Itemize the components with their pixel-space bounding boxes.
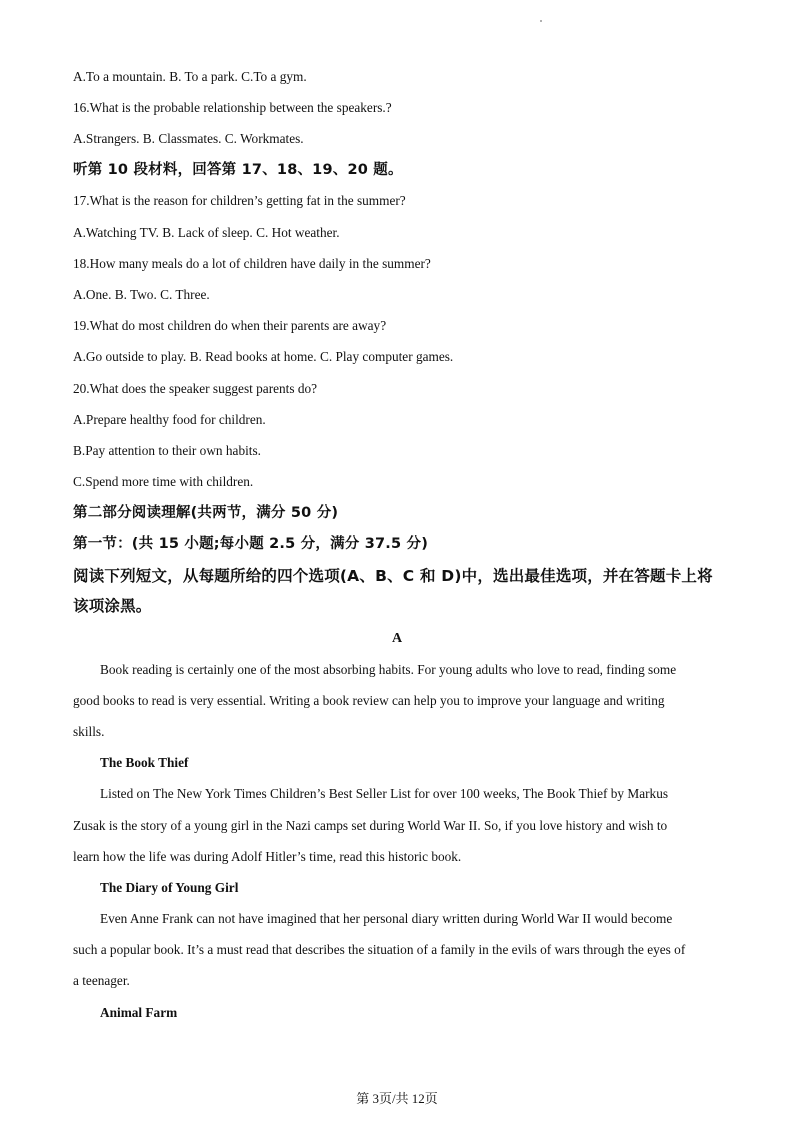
q20-question: 20.What does the speaker suggest parents do? xyxy=(73,381,318,396)
q17-question: 17.What is the reason for children’s getting fat in the summer? xyxy=(73,193,406,208)
reading-section-title: 第一节：(共 15 小题;每小题 2.5 分，满分 37.5 分) xyxy=(73,536,429,552)
reading-instruction-line1: 阅读下列短文，从每题所给的四个选项(A、B、C 和 D)中，选出最佳选项，并在答题卡上将 xyxy=(73,567,713,585)
reading-part-title: 第二部分阅读理解(共两节，满分 50 分) xyxy=(73,505,339,521)
q20-option-b: B.Pay attention to their own habits. xyxy=(73,443,261,458)
book-paragraph-line: a teenager. xyxy=(73,973,130,988)
book-title: The Book Thief xyxy=(100,755,189,770)
q16-question: 16.What is the probable relationship between the speakers.? xyxy=(73,100,392,115)
q18-options: A.One. B. Two. C. Three. xyxy=(73,287,210,302)
book-title: The Diary of Young Girl xyxy=(100,880,239,895)
section10-instruction: 听第 10 段材料，回答第 17、18、19、20 题。 xyxy=(73,162,403,178)
book-paragraph-line: Even Anne Frank can not have imagined that her personal diary written during World War II would become xyxy=(100,911,673,926)
book-paragraph-line: Zusak is the story of a young girl in the Nazi camps set during World War II. So, if you love history and wish to xyxy=(73,818,668,833)
q18-question: 18.How many meals do a lot of children have daily in the summer? xyxy=(73,256,431,271)
q19-question: 19.What do most children do when their parents are away? xyxy=(73,318,387,333)
page-number: 第 3页/共 12页 xyxy=(356,1091,438,1106)
q20-option-a: A.Prepare healthy food for children. xyxy=(73,412,266,427)
book-paragraph-line: such a popular book. It’s a must read that describes the situation of a family in the evils of wars through the eyes of xyxy=(73,942,686,957)
passage-label: A xyxy=(391,631,403,646)
q16-options: A.Strangers. B. Classmates. C. Workmates. xyxy=(73,131,304,146)
q19-options: A.Go outside to play. B. Read books at home. C. Play computer games. xyxy=(73,349,454,364)
q15-options: A.To a mountain. B. To a park. C.To a gym. xyxy=(73,69,307,84)
intro-line: good books to read is very essential. Writing a book review can help you to improve your language and writing xyxy=(73,693,665,708)
intro-line: Book reading is certainly one of the most absorbing habits. For young adults who love to read, finding some xyxy=(100,662,677,677)
q20-option-c: C.Spend more time with children. xyxy=(73,474,254,489)
book-paragraph-line: Listed on The New York Times Children’s Best Seller List for over 100 weeks, The Book Thief by Markus xyxy=(100,786,669,801)
q17-options: A.Watching TV. B. Lack of sleep. C. Hot weather. xyxy=(73,225,340,240)
book-paragraph-line: learn how the life was during Adolf Hitler’s time, read this historic book. xyxy=(73,849,462,864)
book-title: Animal Farm xyxy=(100,1005,178,1020)
reading-instruction-line2: 该项涂黑。 xyxy=(73,597,152,615)
scan-speck xyxy=(540,20,542,22)
intro-line: skills. xyxy=(73,724,105,739)
